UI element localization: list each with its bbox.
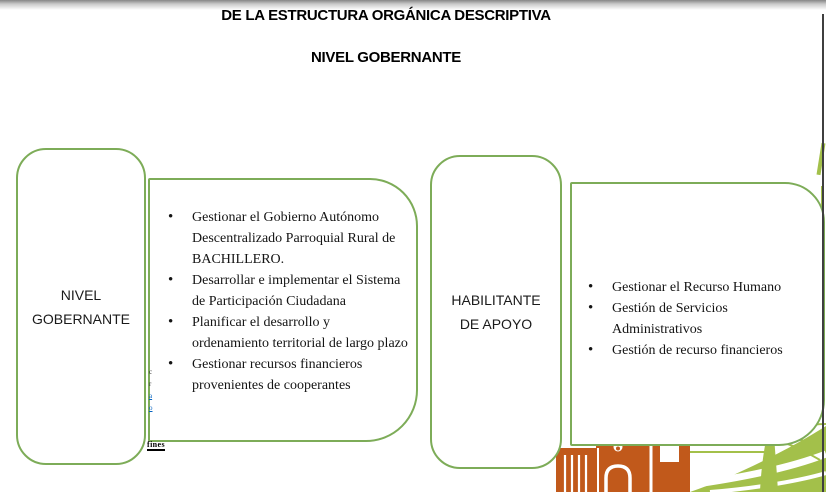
edge-foliage-fragment: [817, 143, 826, 175]
bullet-item: • Gestionar el Gobierno Autónomo Descentralizado Parroquial Rural de BACHILLERO.: [192, 207, 410, 270]
callout-nivel-gobernante-functions: [148, 178, 418, 442]
node-label: [451, 288, 540, 336]
bullet-item: • Gestionar el Recurso Humano: [612, 277, 808, 298]
node-label: [32, 283, 130, 331]
text-artifact-link-fragment[interactable]: o: [149, 404, 153, 412]
bullet-item: • Gestión de Servicios Administrativos: [612, 298, 808, 340]
text-artifact-letter: c: [149, 368, 153, 376]
bullet-item: • Planificar el desarrollo y ordenamiento territorial de largo plazo: [192, 312, 410, 354]
page-edge-line: [822, 14, 824, 492]
node-habilitante-de-apoyo: [430, 155, 562, 469]
bullet-list: [192, 207, 410, 396]
bullet-item: • Gestión de recurso financieros: [612, 340, 808, 361]
document-title: DE LA ESTRUCTURA ORGÁNICA DESCRIPTIVA: [221, 7, 551, 24]
node-label-line: GOBERNANTE: [31, 310, 130, 327]
node-label-line: DE APOYO: [459, 316, 533, 332]
node-nivel-gobernante: [16, 148, 146, 465]
text-artifact-letter: r: [149, 380, 152, 388]
document-subtitle: NIVEL GOBERNANTE: [311, 49, 461, 66]
text-artifact-link-fragment[interactable]: a: [149, 392, 153, 400]
text-artifact-footer-fragment: fines: [147, 440, 165, 449]
node-label-line: HABILITANTE: [451, 292, 541, 308]
bullet-list: [612, 277, 808, 361]
bullet-item: • Gestionar recursos financieros provenientes de cooperantes: [192, 354, 410, 396]
callout-habilitante-functions: [570, 182, 825, 446]
bullet-item: • Desarrollar e implementar el Sistema de Participación Ciudadana: [192, 270, 410, 312]
node-label-line: NIVEL: [60, 286, 102, 303]
building-graphic: [556, 438, 690, 492]
